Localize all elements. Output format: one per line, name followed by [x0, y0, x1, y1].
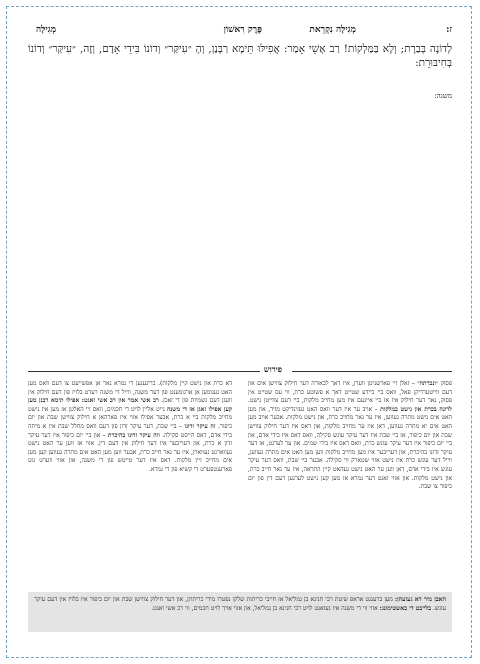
commentary-column-right [248, 380, 452, 586]
chapter-title: פֶּרֶק רִאשׁוֹן [223, 25, 262, 35]
text-run: גייט אליין לויט די חכמים, וואס זיי האלטן אז מען איז נישט מחייב מלקות ביי א כרת, אבער אפילו אזוי איז פארהאן א חילוק צווישן שבת און יום כיפור. [28, 405, 232, 430]
bold-phrase: זה עיקר זדונו [184, 422, 216, 430]
text-run: – זאלן זיי פארשניטן ווערן, איז דאך לכאורה דער חילוק צווישן אים און דעם ווייטערדיקן פאל, וואס ביי ביידע שטייט דאך א פשוטע כרת, ווי עס שטייט אין פסוק, נאר דער חילוק איז אז ביי איינעם איז מען מחייב מלקות, ביי דעם צווייטן נישט. [248, 380, 452, 405]
bold-phrase: ״ונכרתה״ [417, 380, 439, 387]
bold-phrase: וזה עיקר זדונו בהיכרת [107, 431, 160, 439]
text-run: אזוי ווי די משנה איז געזאגט לויט רבי חנינא בן גמליאל, און אזוי אויך לויט חכמים, ווי רב אשי זאגט. [151, 604, 380, 612]
text-run: דא כרת און נישט קיין מלקות). בריגענען די גמרא גאר אן אפשייעט צו דעם וואס מען האט גענומען אן ארגומענט פון דער משנה, ווייל די משנה רעדט בלויז פון דעם חילוק אין וועגן דעם גשמיות פון די זאכן. [28, 380, 232, 405]
text-run: – ביי שבת, דער עיקר זדון פון דעם וואס מחלל שבת איז א מיתה בידי אדם, דאס הייסט סקילה. [28, 422, 232, 439]
bold-phrase: רב אשי אמר און רב אשי זאגט: אפילו תימא רבנן מען קען אפילו זאגן אז די משנה [28, 397, 232, 413]
commentary-column-left [28, 380, 232, 586]
header-rule-left [28, 371, 260, 372]
bold-phrase: בלייבט די באשטימונג: [379, 604, 432, 612]
running-header [28, 24, 452, 38]
mishna-text: לְדוֹנָה בְּבַרָת; וְלָא בַּמַּלְקוֹת! רַב אָשֵׁי אָמַר: אֲפִילּוּ תֵּימָא רַבָּנַן, וְהָ ״עִיקַּר״ וְדוֹנוֹ בִּידֵי אָדָם, וְזֶה, ״עִיקַּר״ וְדוֹנוֹ בְּחִיבּוּרֵת: [28, 43, 452, 69]
bold-phrase: לדונה בכרת און נישט במלקות [380, 405, 452, 413]
text-run: – און ביי יום כיפור איז דער עיקר זדון א כרת, און דעריבער איז דער חילוק אין דעם דין. אזוי אז ווען ער האט נישט געווארנט געווארן, איז ער נאר חייב כרת, אבער ווען מען האט אים מתרה געווען קען מען אים מחייב זיין מלקות. דאס איז דער טייטש פון די משנה, און אזוי ווערט גוט פארענטפערט די קשיא פון די גמרא. [28, 431, 232, 473]
header-rule-right [292, 371, 452, 372]
text-run: מען ברענגט אראפ שיטת רבי חנינא בן גמליאל אז חייבי כריתות שלקו נפטרו מידי כריתתן, און דער חילוק צווישן שבת און יום כיפור איז בלויז אין דעם עיקר עונש. [34, 596, 446, 612]
tractate-title-left: מְגִילָּה [36, 25, 57, 35]
text-run: – אויב ער איז דער וואס האט געזינדיקט מזיד, און מען האט אים נישט מתרה געווען, איז ער נאר מחויב כרת, און נישט מלקות. אבער אויב מען האט אים יא מתרה געווען, דאן איז ער מחויב מלקות, און דאס איז דער חילוק צווישן שבת און יום כיפור, אז ביי שבת איז דער עיקר עונש סקילה, וואס דאס איז בידי אדם, און ביי יום כיפור איז דער עיקר עונש כרת, וואס דאס איז בידי שמים. און ער לערנט, אז דער עיקר זדונו בהיכרת, און דעריבער איז מען מחייב מלקות ווען מען האט אים מתרה געווען, ווייל דער עונש כרת איז נישט אזוי שטארק ווי סקילה. אבער ביי שבת, וואס דער עיקר עונש איז בידי אדם, דאן ווען ער האט נישט געהאט קיין התראה, איז ער נאר חייב כרת, און נישט מלקות. און אזוי זאגט דער גמרא אז מען קען נישט לערנען דעם דין פון יום כיפור צו שבת. [248, 405, 452, 491]
page-number: ז: [446, 25, 452, 35]
commentary-header [28, 364, 452, 378]
text-run: פסוק [438, 380, 452, 387]
summary-note [28, 592, 452, 632]
page [28, 24, 452, 644]
tractate-title-right: מְגִילָּה נִקְרֵאת [309, 25, 356, 35]
mishna-label: משנה: [434, 92, 452, 100]
commentary-columns [28, 380, 452, 586]
commentary-title: פירוש [263, 364, 282, 374]
bold-phrase: האבן מיר דא געזעהן: [394, 596, 446, 603]
